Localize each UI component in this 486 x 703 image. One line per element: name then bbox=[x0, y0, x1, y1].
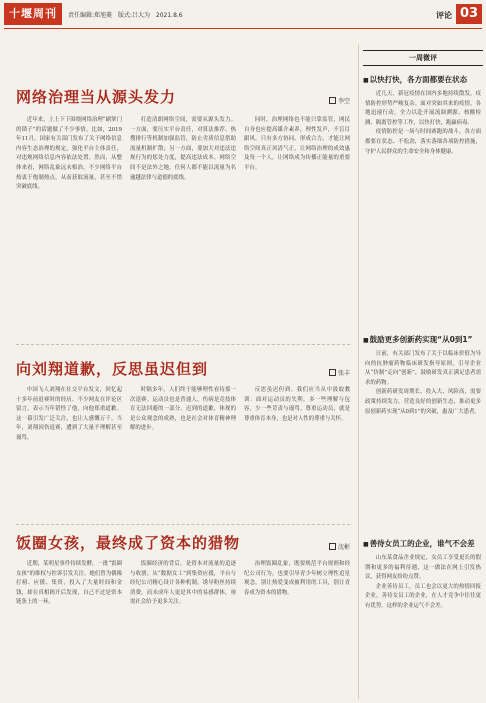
editor-credit: 责任编辑:郑旭菱 bbox=[68, 12, 113, 19]
article-2 bbox=[16, 358, 350, 518]
article-column: 饭圈经济的背后，是资本对流量的追逐与收割。从“数据女工”到集资应援，平台与经纪公司精心设计各种机制，诱导粉丝持续消费，而未成年人更是其中的易感群体，亟需社会给予更多关注。 bbox=[130, 561, 236, 606]
article-divider bbox=[16, 524, 350, 525]
article-byline: 沈彬 bbox=[329, 542, 350, 551]
article-body bbox=[16, 560, 350, 696]
sidebar-item-title: ■ 以快打快，各方面都要在状态 bbox=[363, 74, 483, 85]
article-title: 向刘翔道歉，反思虽迟但到 bbox=[16, 360, 209, 378]
article-title: 饭圈女孩，最终成了资本的猎物 bbox=[16, 534, 241, 552]
designer-credit: 版式:吕大为 bbox=[117, 12, 150, 19]
page-number: 03 bbox=[456, 4, 482, 24]
sidebar-item-title: ■ 善待女员工的企业，谁气不会差 bbox=[363, 538, 483, 549]
weekly-comments-sidebar bbox=[358, 44, 483, 699]
sidebar-item-body: 日前，有关部门发布了关于以临床价值为导向的抗肿瘤药物临床研发指导原则，引导企业从“仿制”走向“创新”，鼓励研发真正满足患者需求的药物。 创新药研发周期长、投入大、风险高，需要政策持续发力，营造良好的创新生态，推动更多原创新药实现“从0到1”的突破，惠及广大患者。 bbox=[365, 351, 481, 415]
credits-line bbox=[68, 10, 187, 19]
article-divider bbox=[16, 344, 350, 345]
article-column: 反思虽迟但到。我们应当从中汲取教训：面对运动员的失利，多一些理解与包容，少一些苛责与谩骂。尊重运动员，就是尊重体育本身，也是对人性的尊重与关怀。 bbox=[244, 387, 350, 422]
issue-date: 2021.8.6 bbox=[155, 12, 183, 19]
article-column: 时隔多年，人们终于能够理性看待那一次退赛。运动员也是普通人，伤病是竞技体育无法回避的一部分。迟到的道歉，体现的是公众观念的成熟，也是社会对体育精神理解的进步。 bbox=[130, 387, 236, 432]
masthead-logo: 十堰周刊 bbox=[4, 3, 62, 25]
article-byline: 李空 bbox=[329, 96, 350, 105]
sidebar-item-body: 近几天，新冠疫情在国内多地持续散发，疫情防控形势严峻复杂。面对突如其来的疫情，各地迅速行动，全力以赴开展流调溯源、核酸检测、隔离管控等工作，以快打快，跑赢病毒。 疫情防控是一场与时间赛跑的战斗，各方面都要在状态、不松劲，落实落细各项防控措施，守护人民群众的生命安全和身体健康。 bbox=[365, 91, 481, 155]
article-body bbox=[16, 386, 350, 518]
sidebar-header: 一周微评 bbox=[363, 50, 483, 66]
article-column: 打造清朗网络空间，需要从源头发力。一方面，要压实平台责任，对算法推荐、热搜排行等机制加强监管，防止劣质信息借助流量机制扩散；另一方面，要加大对违法违规行为的惩处力度，提高违法成本。网络空间不是法外之地，任何人都不能以流量为名逾越法律与道德的底线。 bbox=[130, 117, 236, 181]
header-rule bbox=[4, 28, 482, 29]
article-body bbox=[16, 116, 350, 338]
article-byline: 张丰 bbox=[329, 368, 350, 377]
article-title: 网络治理当从源头发力 bbox=[16, 88, 177, 106]
article-column: 同时，治理网络也不能只靠监管，网民自身也应提高媒介素养，理性发声，不盲目跟风。只有多方协同、形成合力，才能让网络空间真正风清气正，让网络治理的成效惠及每一个人，让网络成为传播正能量的重要平台。 bbox=[244, 117, 350, 171]
article-1 bbox=[16, 86, 350, 338]
article-column: 近期，某明星事件持续发酵，一批“饭圈女孩”的维权与控诉引发关注。她们曾为偶像打榜、应援、集资，投入了大量时间和金钱，却在真相揭开后发现，自己不过是资本链条上的一环。 bbox=[16, 561, 122, 606]
sidebar-item-title: ■ 鼓励更多创新药实现“从0到1” bbox=[363, 334, 483, 345]
sidebar-item-body: 山东某食品企业规定，女员工享受更长的假期和更多的福利待遇，这一做法在网上引发热议，获得网友纷纷点赞。 企业善待员工，员工也会以更大的热情回报企业。善待女员工的企业，在人才竞争中往往更有优势，这样的企业运气不会差。 bbox=[365, 555, 481, 609]
article-column: 中国飞人刘翔在社交平台发文，回忆起十多年前退赛时的经历。不少网友在评论区留言，表示当年错怪了他，向他郑重道歉。这一幕引发广泛关注，也让人感慨万千。当年，刘翔因伤退赛，遭到了大量不理解甚至谩骂。 bbox=[16, 387, 122, 441]
section-name: 评论 bbox=[436, 11, 452, 20]
article-column: 治理饭圈乱象，既要规范平台规则和经纪公司行为，也要引导青少年树立理性追星观念。别让热爱变成被利用的工具，别让青春成为资本的猎物。 bbox=[244, 561, 350, 596]
article-3 bbox=[16, 532, 350, 696]
page-header bbox=[0, 0, 486, 28]
article-column: 近年来，上上下下围绕网络治理“刷掌门的锁子”的话题做了不少事情。比如，2019年11月，国家有关部门发布了关于网络信息内容生态治理的规定，强化平台主体责任，对违规网络信息内容依法处置。然而，从整体来看，网络乱象远未根治，不少网络平台热衷于炮制热点，从而获取流量，甚至不惜突破底线。 bbox=[16, 117, 122, 191]
